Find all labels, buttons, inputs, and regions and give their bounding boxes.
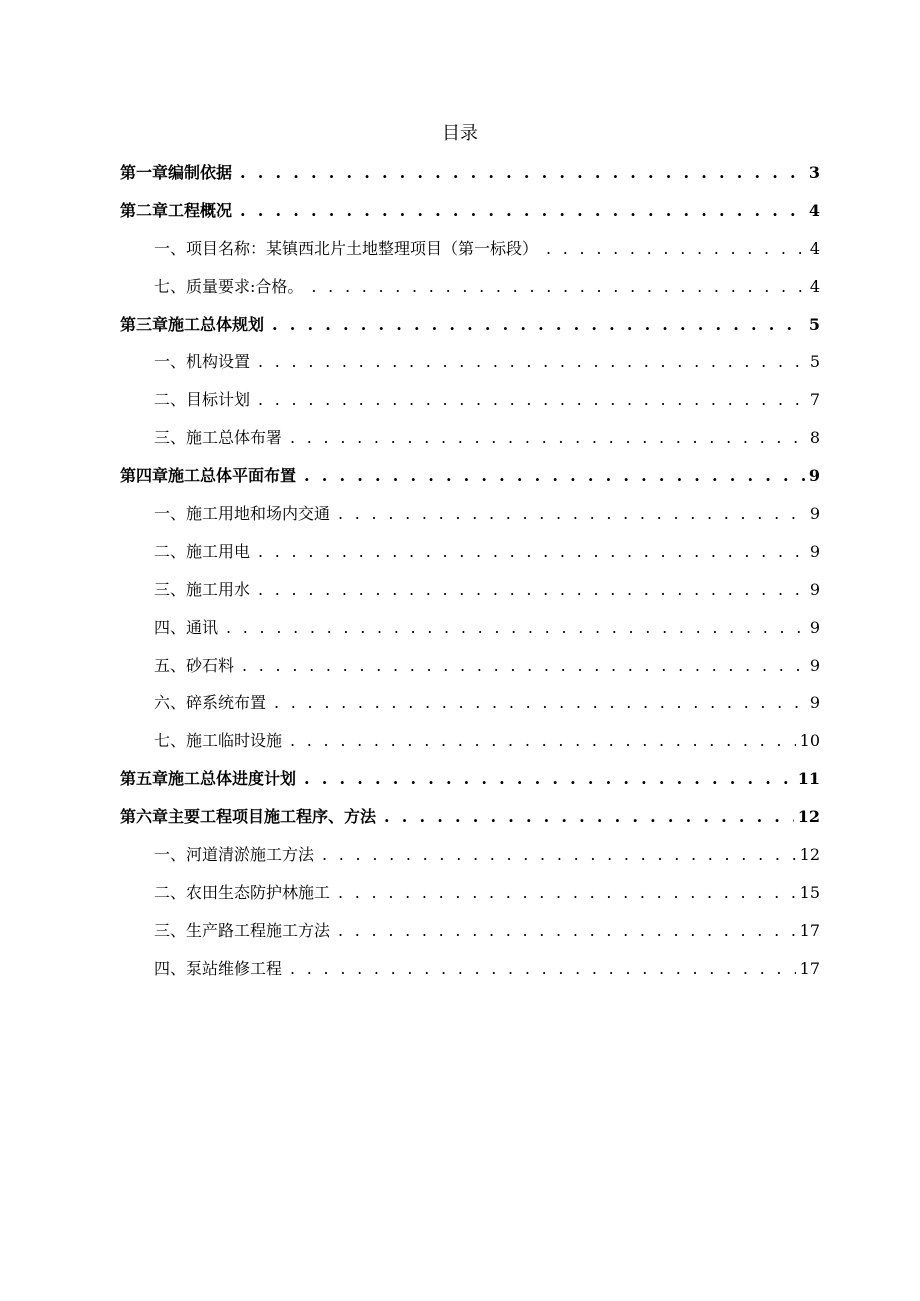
toc-entry-label: 五、砂石料 <box>154 655 235 675</box>
toc-dot-leader <box>322 836 796 874</box>
toc-entry-label: 第三章施工总体规划 <box>120 314 265 334</box>
toc-entry-label: 一、项目名称：某镇西北片土地整理项目（第一标段） <box>154 238 539 258</box>
toc-dot-leader <box>240 192 805 230</box>
toc-chapter-entry[interactable] <box>120 457 820 495</box>
toc-entry-label: 二、农田生态防护林施工 <box>154 882 331 902</box>
toc-section-entry[interactable] <box>120 609 820 647</box>
toc-section-entry[interactable] <box>120 571 820 609</box>
toc-entry-page-number: 4 <box>809 238 820 258</box>
toc-chapter-entry[interactable] <box>120 192 820 230</box>
toc-section-entry[interactable] <box>120 268 820 306</box>
toc-dot-leader <box>290 722 796 760</box>
toc-section-entry[interactable] <box>120 722 820 760</box>
toc-entry-page-number: 10 <box>799 731 820 751</box>
toc-dot-leader <box>384 798 794 836</box>
toc-entry-label: 三、施工用水 <box>154 579 251 599</box>
toc-entry-page-number: 9 <box>809 579 820 599</box>
toc-dot-leader <box>304 760 794 798</box>
toc-entry-label: 第六章主要工程项目施工程序、方法 <box>120 807 377 827</box>
toc-dot-leader <box>240 154 805 192</box>
toc-section-entry[interactable] <box>120 495 820 533</box>
toc-entry-page-number: 4 <box>808 200 820 220</box>
toc-entry-label: 七、质量要求:合格。 <box>154 276 304 296</box>
toc-section-entry[interactable] <box>120 836 820 874</box>
toc-dot-leader <box>258 381 806 419</box>
toc-section-entry[interactable] <box>120 950 820 988</box>
toc-chapter-entry[interactable] <box>120 154 820 192</box>
toc-section-entry[interactable] <box>120 230 820 268</box>
toc-dot-leader <box>242 647 806 685</box>
toc-dot-leader <box>272 306 805 344</box>
toc-dot-leader <box>311 268 805 306</box>
toc-section-entry[interactable] <box>120 684 820 722</box>
toc-section-entry[interactable] <box>120 343 820 381</box>
toc-entry-page-number: 11 <box>797 769 820 789</box>
toc-dot-leader <box>290 950 796 988</box>
toc-entry-page-number: 12 <box>797 807 820 827</box>
table-of-contents <box>120 154 820 988</box>
toc-entry-page-number: 3 <box>808 163 820 182</box>
toc-dot-leader <box>546 230 806 268</box>
toc-dot-leader <box>226 609 806 647</box>
toc-section-entry[interactable] <box>120 419 820 457</box>
toc-dot-leader <box>258 571 806 609</box>
toc-entry-label: 第五章施工总体进度计划 <box>120 769 297 789</box>
toc-entry-label: 四、通讯 <box>154 617 219 637</box>
toc-dot-leader <box>258 533 806 571</box>
toc-chapter-entry[interactable] <box>120 760 820 798</box>
toc-entry-label: 三、生产路工程施工方法 <box>154 920 331 940</box>
toc-chapter-entry[interactable] <box>120 306 820 344</box>
toc-dot-leader <box>304 457 805 495</box>
toc-dot-leader <box>290 419 806 457</box>
toc-entry-label: 二、目标计划 <box>154 390 251 410</box>
toc-dot-leader <box>338 874 796 912</box>
toc-entry-page-number: 5 <box>808 314 820 334</box>
toc-entry-page-number: 12 <box>799 845 820 865</box>
toc-entry-page-number: 9 <box>809 617 820 637</box>
toc-section-entry[interactable] <box>120 647 820 685</box>
toc-entry-label: 六、碎系统布置 <box>154 693 267 713</box>
toc-section-entry[interactable] <box>120 381 820 419</box>
toc-entry-page-number: 9 <box>809 504 820 524</box>
toc-entry-label: 四、泵站维修工程 <box>154 958 283 978</box>
toc-dot-leader <box>338 495 806 533</box>
toc-entry-label: 第一章编制依据 <box>120 163 233 182</box>
toc-section-entry[interactable] <box>120 912 820 950</box>
toc-section-entry[interactable] <box>120 874 820 912</box>
toc-entry-page-number: 9 <box>809 541 820 561</box>
toc-dot-leader <box>258 343 806 381</box>
toc-entry-page-number: 17 <box>799 958 820 978</box>
toc-entry-page-number: 9 <box>809 655 820 675</box>
toc-entry-page-number: 8 <box>809 428 820 448</box>
toc-entry-label: 七、施工临时设施 <box>154 731 283 751</box>
toc-entry-label: 二、施工用电 <box>154 541 251 561</box>
toc-chapter-entry[interactable] <box>120 798 820 836</box>
toc-title: 目录 <box>442 123 478 144</box>
toc-entry-page-number: 4 <box>809 276 820 296</box>
toc-dot-leader <box>274 684 806 722</box>
toc-entry-page-number: 7 <box>809 390 820 410</box>
toc-entry-label: 第四章施工总体平面布置 <box>120 466 297 486</box>
toc-entry-page-number: 9 <box>809 693 820 713</box>
toc-entry-page-number: 17 <box>799 920 820 940</box>
toc-entry-label: 一、施工用地和场内交通 <box>154 504 331 524</box>
toc-entry-label: 第二章工程概况 <box>120 200 233 220</box>
toc-entry-label: 一、机构设置 <box>154 352 251 372</box>
toc-section-entry[interactable] <box>120 533 820 571</box>
toc-entry-label: 一、河道清淤施工方法 <box>154 845 315 865</box>
toc-dot-leader <box>338 912 796 950</box>
toc-entry-page-number: 15 <box>799 882 820 902</box>
toc-entry-page-number: 5 <box>809 352 820 372</box>
toc-entry-label: 三、施工总体布署 <box>154 428 283 448</box>
toc-entry-page-number: 9 <box>808 466 820 486</box>
